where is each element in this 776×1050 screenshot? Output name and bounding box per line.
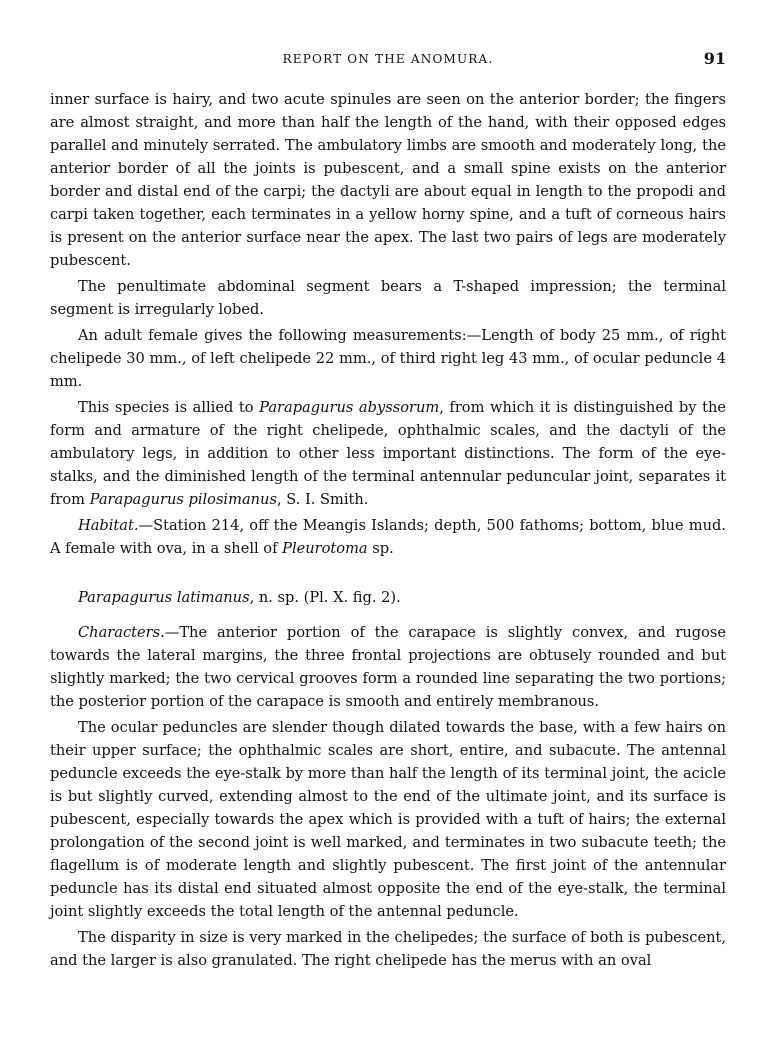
characters-label: Characters. (78, 624, 165, 641)
paragraph-habitat (50, 514, 726, 560)
species-heading (50, 586, 726, 609)
text-run: —Station 214, off the Meangis Islands; depth, 500 fathoms; bottom, blue mud. A female with ova, in a shell of (50, 517, 726, 557)
species-name: Parapagurus abyssorum (259, 399, 440, 416)
paragraph-ocular-peduncles: The ocular peduncles are slender though dilated towards the base, with a few hairs on their upper surface; the ophthalmic scales are short, entire, and subacute. The antennal peduncle exceeds the eye-stalk by more than half the length of its terminal joint, the acicle is but slightly curved, extending almost to the end of the ultimate joint, and its surface is pubescent, especially towards the apex which is provided with a tuft of hairs; the external prolongation of the second joint is well marked, and terminates in two subacute teeth; the flagellum is of moderate length and slightly pubescent. The first joint of the antennular peduncle has its distal end situated almost opposite the end of the eye-stalk, the terminal joint slightly exceeds the total length of the antennal peduncle. (50, 719, 726, 920)
text-run: sp. (367, 540, 394, 557)
text-run: , S. I. Smith. (276, 491, 369, 508)
species-name: Parapagurus pilosimanus (89, 491, 277, 508)
paragraph-chelipedes: The disparity in size is very marked in the chelipedes; the surface of both is pubescent, and the larger is also granulated. The right chelipede has the merus with an oval (50, 929, 726, 969)
running-head: REPORT ON THE ANOMURA. (282, 52, 494, 66)
text-run: , from which it is distinguished by the form and armature of the right chelipede, ophthalmic scales, and the dactyli of the ambulatory legs, in addition to other less important distinctions. The form of the eye-stalks, and the diminished length of the terminal antennular peduncular joint, separates it from (50, 399, 726, 508)
paragraph-abdominal-segment: The penultimate abdominal segment bears a T-shaped impression; the terminal segment is irregularly lobed. (50, 278, 726, 318)
species-heading-name: Parapagurus latimanus (78, 589, 250, 606)
body-text (50, 88, 726, 975)
page-number: 91 (703, 49, 726, 68)
species-heading-ref: , n. sp. (Pl. X. fig. 2). (249, 589, 401, 606)
paragraph-continued: inner surface is hairy, and two acute spinules are seen on the anterior border; the fingers are almost straight, and more than half the length of the hand, with their opposed edges parallel and minutely serrated. The ambulatory limbs are smooth and moderately long, the anterior border of all the joints is pubescent, and a small spine exists on the anterior border and distal end of the carpi; the dactyli are about equal in length to the propodi and carpi taken together, each terminates in a yellow horny spine, and a tuft of corneous hairs is present on the anterior surface near the apex. The last two pairs of legs are moderately pubescent. (50, 91, 726, 269)
text-run: —The anterior portion of the carapace is slightly convex, and rugose towards the lateral margins, the three frontal projections are obtusely rounded and but slightly marked; the two cervical grooves form a rounded line separating the two portions; the posterior portion of the carapace is smooth and entirely membranous. (50, 624, 726, 710)
paragraph-characters (50, 621, 726, 713)
text-run: This species is allied to (78, 399, 260, 416)
genus-name: Pleurotoma (282, 540, 368, 557)
paragraph-affinities (50, 396, 726, 511)
page-header (50, 50, 726, 70)
paragraph-measurements: An adult female gives the following measurements:—Length of body 25 mm., of right chelipede 30 mm., of left chelipede 22 mm., of third right leg 43 mm., of ocular peduncle 4 mm. (50, 327, 726, 390)
habitat-label: Habitat. (78, 517, 139, 534)
